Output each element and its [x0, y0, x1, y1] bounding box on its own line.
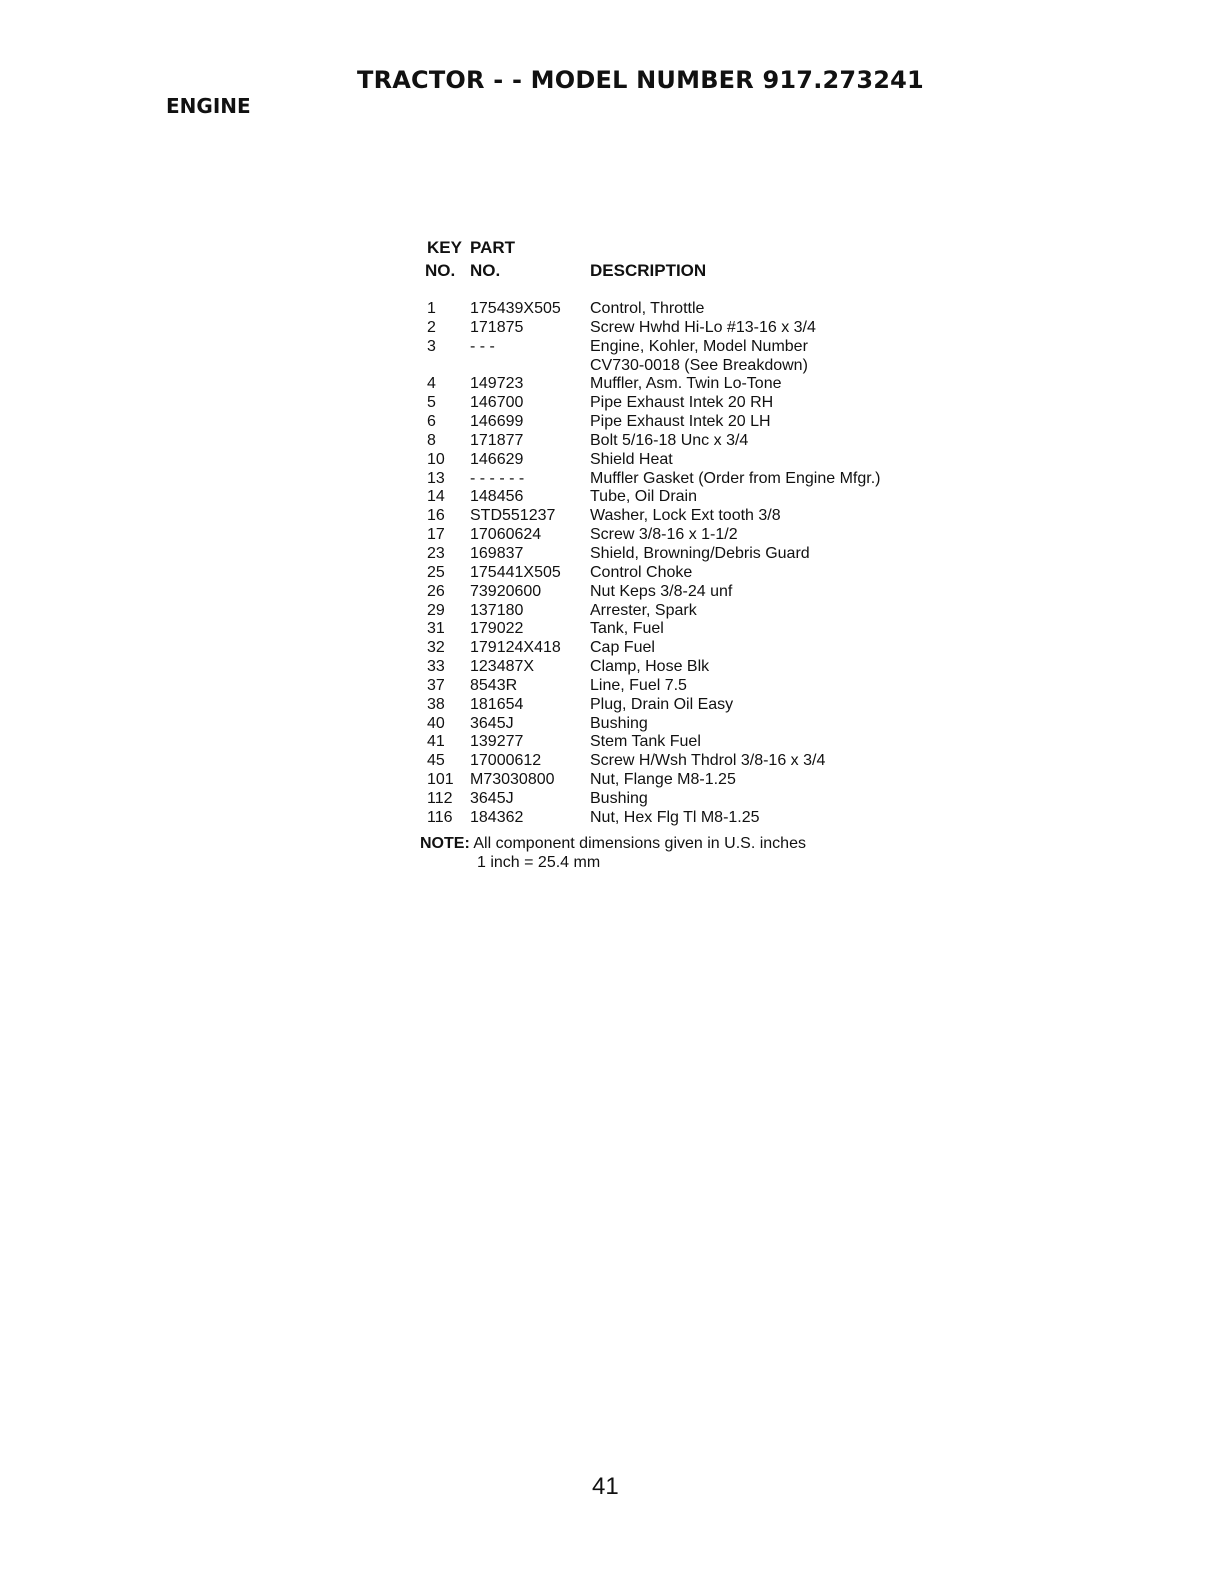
part-number-cell: 146629 [470, 450, 524, 468]
key-cell: 25 [427, 563, 445, 581]
key-cell: 10 [427, 450, 445, 468]
table-row [425, 809, 985, 828]
table-row [425, 300, 985, 319]
description-cell: Bolt 5/16-18 Unc x 3/4 [590, 431, 749, 449]
part-number-cell: - - - - - - [470, 469, 525, 487]
table-row [425, 677, 985, 696]
part-number-cell: 175439X505 [470, 300, 561, 317]
description-cell: Stem Tank Fuel [590, 733, 701, 751]
part-number-cell: 181654 [470, 695, 524, 713]
part-number-cell: 175441X505 [470, 563, 561, 581]
key-cell: 29 [427, 601, 445, 619]
description-cell: Control Choke [590, 563, 693, 581]
description-cell: Pipe Exhaust Intek 20 RH [590, 394, 774, 412]
key-cell: 112 [427, 789, 453, 807]
description-cell: Screw H/Wsh Thdrol 3/8-16 x 3/4 [590, 752, 826, 770]
key-cell: 1 [427, 300, 436, 317]
description-cell: Tank, Fuel [590, 620, 664, 638]
table-row [425, 488, 985, 507]
table-row [425, 338, 985, 357]
table-row [425, 733, 985, 752]
table-row [425, 432, 985, 451]
key-cell: 5 [427, 394, 436, 412]
description-cell: Muffler Gasket (Order from Engine Mfgr.) [590, 469, 881, 487]
part-number-cell: 137180 [470, 601, 524, 619]
part-number-cell: 149723 [470, 375, 524, 393]
part-header-line1: PART [470, 238, 516, 257]
part-number-cell: 171877 [470, 431, 524, 449]
table-row [425, 790, 985, 809]
parts-table-body [425, 300, 985, 828]
key-cell: 45 [427, 752, 445, 770]
table-row [425, 583, 985, 602]
key-cell: 3 [427, 337, 436, 355]
key-header-line1: KEY [427, 238, 462, 257]
description-cell: Shield, Browning/Debris Guard [590, 544, 810, 562]
table-row [425, 526, 985, 545]
page-title: TRACTOR - - MODEL NUMBER 917.273241 [357, 66, 924, 94]
page-number: 41 [592, 1473, 619, 1500]
part-number-cell: STD551237 [470, 507, 556, 525]
key-cell: 101 [427, 771, 454, 789]
parts-list [420, 238, 985, 871]
part-number-cell: 146699 [470, 413, 524, 431]
table-row [425, 620, 985, 639]
key-cell: 14 [427, 488, 445, 506]
part-number-cell: 3645J [470, 789, 514, 807]
table-row [425, 394, 985, 413]
part-header-line2: NO. [470, 261, 501, 280]
description-cell: Shield Heat [590, 450, 673, 468]
key-cell: 116 [427, 808, 453, 826]
table-row [425, 639, 985, 658]
key-cell: 2 [427, 318, 436, 336]
description-cell: CV730-0018 (See Breakdown) [590, 356, 808, 374]
description-cell: Screw Hwhd Hi-Lo #13-16 x 3/4 [590, 318, 816, 336]
description-cell: Pipe Exhaust Intek 20 LH [590, 413, 771, 431]
table-row [425, 752, 985, 771]
description-cell: Cap Fuel [590, 639, 655, 657]
description-cell: Plug, Drain Oil Easy [590, 695, 734, 713]
key-cell: 4 [427, 375, 436, 393]
key-cell: 33 [427, 658, 445, 676]
part-number-cell: 8543R [470, 676, 518, 694]
note [420, 834, 985, 872]
description-cell: Screw 3/8-16 x 1-1/2 [590, 526, 738, 544]
description-cell: Bushing [590, 714, 648, 732]
table-row [425, 357, 985, 376]
part-number-cell: - - - [470, 337, 495, 355]
description-cell: Washer, Lock Ext tooth 3/8 [590, 507, 781, 525]
key-cell: 41 [427, 733, 445, 751]
key-cell: 6 [427, 413, 436, 431]
part-number-cell: 169837 [470, 544, 524, 562]
section-label: ENGINE [166, 94, 251, 118]
note-label: NOTE: [420, 834, 470, 852]
table-row [425, 507, 985, 526]
key-cell: 13 [427, 469, 445, 487]
description-cell: Muffler, Asm. Twin Lo-Tone [590, 375, 782, 393]
part-number-cell: 171875 [470, 318, 524, 336]
part-number-cell: 73920600 [470, 582, 542, 600]
part-number-cell: 146700 [470, 394, 524, 412]
table-row [425, 470, 985, 489]
table-row [425, 319, 985, 338]
table-row [425, 564, 985, 583]
note-line2: 1 inch = 25.4 mm [477, 853, 601, 871]
description-header: DESCRIPTION [590, 261, 707, 280]
key-cell: 8 [427, 431, 436, 449]
key-cell: 26 [427, 582, 445, 600]
table-row [425, 451, 985, 470]
key-cell: 31 [427, 620, 445, 638]
description-cell: Line, Fuel 7.5 [590, 676, 687, 694]
description-cell: Clamp, Hose Blk [590, 658, 710, 676]
description-cell: Nut, Flange M8-1.25 [590, 771, 736, 789]
table-row [425, 413, 985, 432]
key-cell: 37 [427, 676, 445, 694]
part-number-cell: 139277 [470, 733, 524, 751]
key-header-line2: NO. [425, 261, 456, 280]
description-cell: Nut Keps 3/8-24 unf [590, 582, 733, 600]
key-cell: 16 [427, 507, 445, 525]
key-cell: 17 [427, 526, 445, 544]
description-cell: Nut, Hex Flg Tl M8-1.25 [590, 808, 760, 826]
parts-table-header [425, 238, 985, 290]
table-row [425, 375, 985, 394]
part-number-cell: M73030800 [470, 771, 555, 789]
description-cell: Engine, Kohler, Model Number [590, 337, 808, 355]
table-row [425, 715, 985, 734]
part-number-cell: 179022 [470, 620, 524, 638]
part-number-cell: 3645J [470, 714, 514, 732]
part-number-cell: 179124X418 [470, 639, 561, 657]
table-row [425, 602, 985, 621]
description-cell: Control, Throttle [590, 300, 705, 317]
table-row [425, 658, 985, 677]
table-row [425, 771, 985, 790]
table-row [425, 696, 985, 715]
description-cell: Tube, Oil Drain [590, 488, 697, 506]
key-cell: 40 [427, 714, 445, 732]
part-number-cell: 184362 [470, 808, 524, 826]
key-cell: 32 [427, 639, 445, 657]
note-line1: All component dimensions given in U.S. inches [473, 834, 806, 852]
table-row [425, 545, 985, 564]
part-number-cell: 17000612 [470, 752, 542, 770]
key-cell: 38 [427, 695, 445, 713]
description-cell: Arrester, Spark [590, 601, 697, 619]
part-number-cell: 123487X [470, 658, 535, 676]
part-number-cell: 17060624 [470, 526, 542, 544]
description-cell: Bushing [590, 789, 648, 807]
part-number-cell: 148456 [470, 488, 524, 506]
key-cell: 23 [427, 544, 445, 562]
